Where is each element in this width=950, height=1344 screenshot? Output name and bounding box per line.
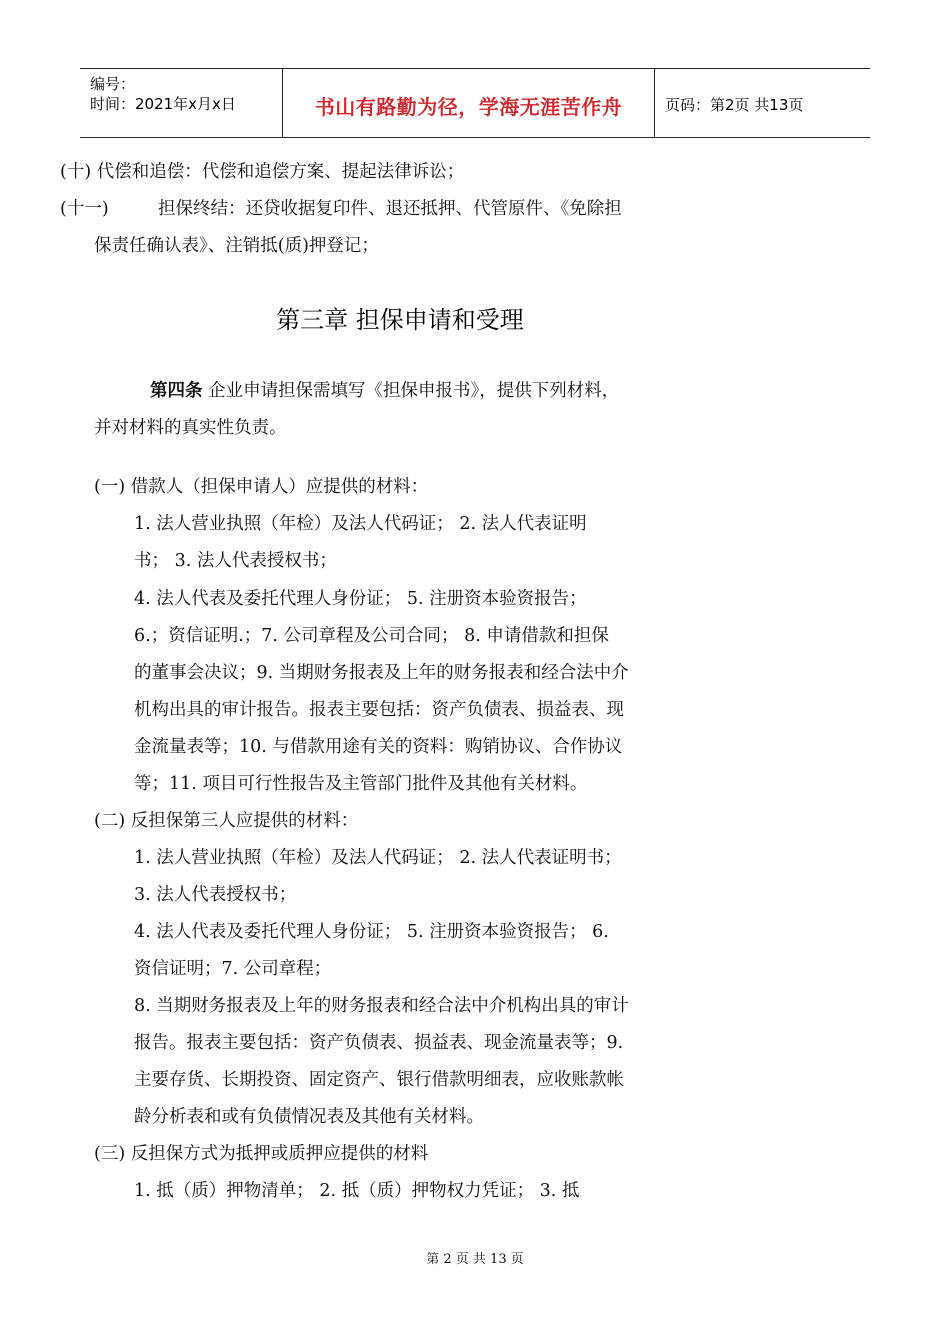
section-2-line: 8. 当期财务报表及上年的财务报表和经合法中介机构出具的审计: [134, 996, 629, 1016]
section-2-line: 主要存货、长期投资、固定资产、银行借款明细表，应收账款帐: [134, 1070, 624, 1090]
chapter-title: 第三章 担保申请和受理: [276, 306, 524, 334]
section-1-line: 4. 法人代表及委托代理人身份证； 5. 注册资本验资报告；: [134, 589, 587, 609]
section-3-title: (三) 反担保方式为抵押或质押应提供的材料: [94, 1144, 429, 1164]
section-1-line: 等；11. 项目可行性报告及主管部门批件及其他有关材料。: [134, 774, 588, 794]
section-1-line: 6.；资信证明.；7. 公司章程及公司合同； 8. 申请借款和担保: [134, 626, 609, 646]
section-2-line: 龄分析表和或有负债情况表及其他有关材料。: [134, 1107, 484, 1127]
section-3-line: 1. 抵（质）押物清单； 2. 抵（质）押物权力凭证； 3. 抵: [134, 1181, 580, 1201]
section-1-line: 机构出具的审计报告。报表主要包括：资产负债表、损益表、现: [134, 700, 624, 720]
section-2-line: 1. 法人营业执照（年检）及法人代码证； 2. 法人代表证明书；: [134, 848, 622, 868]
article-4-label: 第四条: [150, 381, 203, 401]
section-1-line: 金流量表等；10. 与借款用途有关的资料：购销协议、合作协议: [134, 737, 623, 757]
section-1-line: 1. 法人营业执照（年检）及法人代码证； 2. 法人代表证明: [134, 514, 587, 534]
article-4: [150, 379, 619, 403]
article-4-text: 企业申请担保需填写《担保申报书》，提供下列材料，: [202, 381, 620, 401]
article-4-continued: 并对材料的真实性负责。: [94, 418, 287, 438]
section-2-line: 3. 法人代表授权书；: [134, 885, 297, 905]
item-11-continued: 保责任确认表》、注销抵(质)押登记；: [94, 236, 379, 256]
section-2-line: 资信证明；7. 公司章程；: [134, 959, 332, 979]
item-11-label: (十一): [60, 199, 109, 219]
section-2-line: 4. 法人代表及委托代理人身份证； 5. 注册资本验资报告； 6.: [134, 922, 609, 942]
section-1-line: 的董事会决议；9. 当期财务报表及上年的财务报表和经合法中介: [134, 663, 629, 683]
item-11-text: 担保终结：还贷收据复印件、退还抵押、代管原件、《免除担: [158, 199, 622, 219]
page-footer: 第 2 页 共 13 页: [426, 1252, 524, 1267]
item-10: (十) 代偿和追偿：代偿和追偿方案、提起法律诉讼；: [60, 162, 465, 182]
header-page-number: 页码：第2页 共13页: [665, 96, 804, 114]
header-time: 时间：2021年x月x日: [90, 95, 236, 113]
header-motto: 书山有路勤为径，学海无涯苦作舟: [314, 95, 623, 119]
page-header: [80, 68, 870, 138]
header-divider: [654, 69, 655, 137]
section-2-line: 报告。报表主要包括：资产负债表、损益表、现金流量表等；9.: [134, 1033, 624, 1053]
header-serial: 编号：: [90, 75, 136, 93]
section-2-title: (二) 反担保第三人应提供的材料：: [94, 811, 359, 831]
section-1-title: (一) 借款人（担保申请人）应提供的材料：: [94, 477, 429, 497]
section-1-line: 书； 3. 法人代表授权书；: [134, 551, 337, 571]
